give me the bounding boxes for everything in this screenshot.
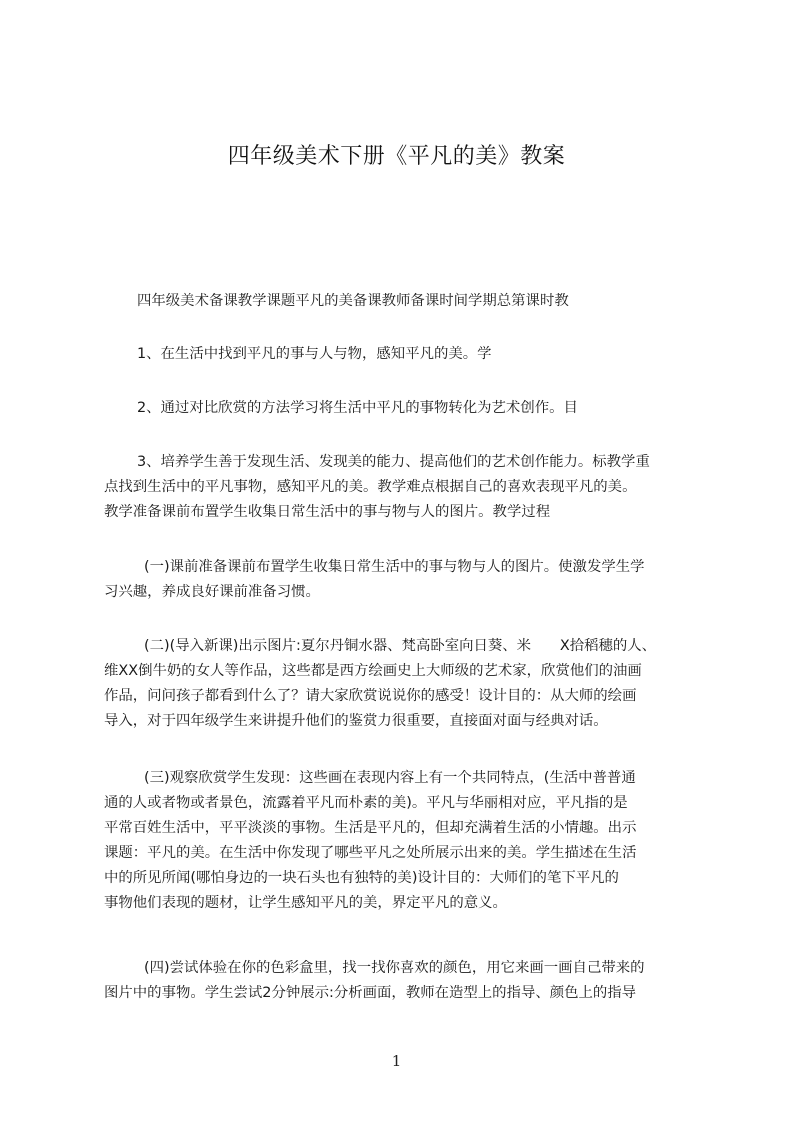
paragraph-step-4 — [104, 956, 700, 1006]
paragraph-line: (四)尝试体验在你的色彩盒里，找一找你喜欢的颜色，用它来画一画自己带来的 — [144, 960, 645, 976]
paragraph-line: 通的人或者物或者景色，流露着平凡而朴素的美)。平凡与华丽相对应，平凡指的是 — [104, 795, 628, 811]
paragraph-line: 2、通过对比欣赏的方法学习将生活中平凡的事物转化为艺术创作。目 — [137, 400, 578, 416]
paragraph-step-3 — [104, 766, 700, 916]
paragraph-line: 习兴趣，养成良好课前准备习惯。 — [104, 584, 320, 600]
paragraph-line: 教学准备课前布置学生收集日常生活中的事与物与人的图片。教学过程 — [104, 504, 551, 520]
paragraph-line: 维XX倒牛奶的女人等作品，这些都是西方绘画史上大师级的艺术家，欣赏他们的油画 — [104, 663, 642, 679]
paragraph-line: 点找到生活中的平凡事物，感知平凡的美。教学难点根据自己的喜欢表现平凡的美。 — [104, 479, 637, 495]
paragraph-line: 四年级美术备课教学课题平凡的美备课教师备课时间学期总第课时教 — [137, 293, 569, 309]
paragraph-step-2 — [104, 634, 700, 734]
paragraph-line: 事物他们表现的题材，让学生感知平凡的美，界定平凡的意义。 — [104, 895, 507, 911]
paragraph-line: 1、在生活中找到平凡的事与人与物，感知平凡的美。学 — [137, 346, 492, 362]
paragraph-line: 3、培养学生善于发现生活、发现美的能力、提高他们的艺术创作能力。标教学重 — [137, 454, 650, 470]
paragraph-line: 中的所见所闻(哪怕身边的一块石头也有独特的美)设计目的：大师们的笔下平凡的 — [104, 870, 619, 886]
paragraph-objective-2 — [137, 396, 700, 421]
paragraph-header — [137, 289, 700, 314]
paragraph-line: (三)观察欣赏学生发现：这些画在表现内容上有一个共同特点，(生活中普普通 — [144, 770, 636, 786]
paragraph-line: (一)课前准备课前布置学生收集日常生活中的事与物与人的图片。使激发学生学 — [144, 559, 645, 575]
page-title: 四年级美术下册《平凡的美》教案 — [227, 144, 566, 169]
paragraph-line: 作品，问问孩子都看到什么了？请大家欣赏说说你的感受！设计目的：从大师的绘画 — [104, 688, 637, 704]
paragraph-line: 图片中的事物。学生尝试2分钟展示:分析画面，教师在造型上的指导、颜色上的指导 — [104, 985, 637, 1001]
paragraph-line: 课题：平凡的美。在生活中你发现了哪些平凡之处所展示出来的美。学生描述在生活 — [104, 845, 637, 861]
paragraph-objective-1 — [137, 342, 700, 367]
paragraph-objective-3 — [104, 450, 700, 525]
paragraph-line: (二)(导入新课)出示图片:夏尔丹铜水器、梵高卧室向日葵、米 X拾稻穗的人、 — [144, 638, 657, 654]
paragraph-step-1 — [104, 555, 700, 605]
paragraph-line: 导入，对于四年级学生来讲提升他们的鉴赏力很重要，直接面对面与经典对话。 — [104, 713, 608, 729]
page-number: 1 — [391, 1052, 402, 1070]
paragraph-line: 平常百姓生活中，平平淡淡的事物。生活是平凡的，但却充满着生活的小情趣。出示 — [104, 820, 637, 836]
